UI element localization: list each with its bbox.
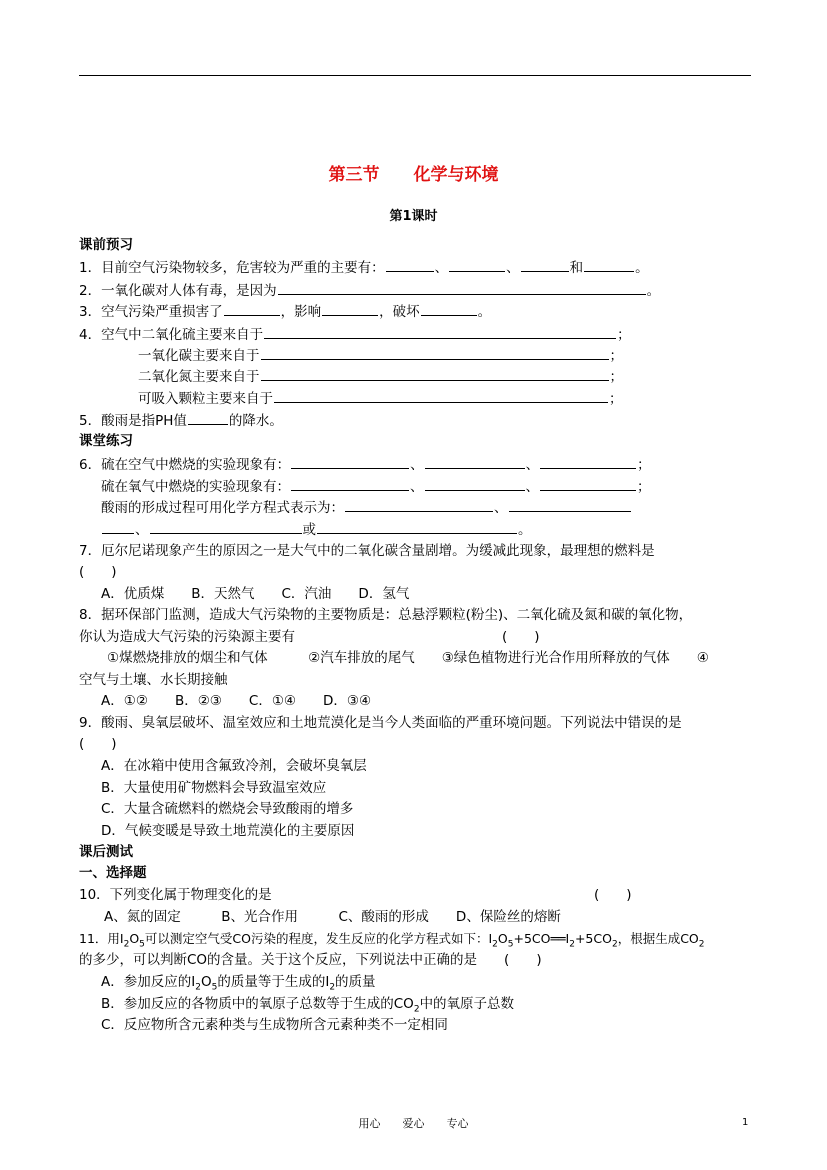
question-9: 9．酸雨、臭氧层破坏、温室效应和土地荒漠化是当今人类面临的严重环境问题。下列说法中错误的是 <box>79 715 682 731</box>
question-7-paren: ( ) <box>79 564 117 580</box>
page-footer: 用心 爱心 专心 <box>358 1117 469 1130</box>
question-11-line-2: 的多少，可以判断CO的含量。关于这个反应，下列说法中正确的是 ( ) <box>79 952 542 968</box>
question-6-line-4: 、 或 。 <box>101 520 532 539</box>
question-6-line-3: 酸雨的形成过程可用化学方程式表示为： 、 <box>101 498 632 517</box>
question-10-paren: ( ) <box>594 887 632 903</box>
question-10: 10．下列变化属于物理变化的是 <box>79 887 272 903</box>
header-rule <box>79 75 751 76</box>
question-4-line-1: 4．空气中二氧化硫主要来自于 ； <box>79 327 631 343</box>
section-pre-study: 课前预习 <box>79 237 133 253</box>
section-after-test: 课后测试 <box>79 844 133 860</box>
section-class-practice: 课堂练习 <box>79 433 133 449</box>
question-6-line-1: 6．硫在空气中燃烧的实验现象有： 、 、 ； <box>79 457 651 473</box>
question-1: 1．目前空气污染物较多，危害较为严重的主要有： 、 、 和 。 <box>79 260 649 276</box>
question-9-option-b: B．大量使用矿物燃料会导致温室效应 <box>101 780 327 796</box>
question-5: 5．酸雨是指PH值 的降水。 <box>79 413 283 429</box>
question-8-paren: ( ) <box>502 629 540 645</box>
page-number: 1 <box>742 1117 749 1128</box>
lesson-subtitle: 第1课时 <box>389 209 438 224</box>
question-3: 3．空气污染严重损害了 ，影响 ，破坏 。 <box>79 304 492 320</box>
question-9-option-c: C．大量含硫燃料的燃烧会导致酸雨的增多 <box>101 801 354 817</box>
question-10-options: A、氮的固定 B、光合作用 C、酸雨的形成 D、保险丝的熔断 <box>104 909 561 925</box>
section-multiple-choice: 一、选择题 <box>79 865 147 881</box>
page-title: 第三节 化学与环境 <box>328 165 499 185</box>
question-11-option-c: C．反应物所含元素种类与生成物所含元素种类不一定相同 <box>101 1017 448 1033</box>
question-8-line-3: ①煤燃烧排放的烟尘和气体 ②汽车排放的尾气 ③绿色植物进行光合作用所释放的气体 ④ <box>107 650 709 666</box>
question-9-option-d: D．气候变暖是导致土地荒漠化的主要原因 <box>101 823 355 839</box>
question-2: 2．一氧化碳对人体有毒，是因为 。 <box>79 283 661 299</box>
question-8-options: A．①② B．②③ C．①④ D．③④ <box>101 693 372 709</box>
question-4-line-3: 二氧化氮主要来自于 ； <box>138 369 623 385</box>
question-11-option-a: A．参加反应的$I_2O_5$的质量等于生成的$I_2$的质量 <box>101 974 376 993</box>
question-8-line-1: 8．据环保部门监测，造成大气污染物的主要物质是：总悬浮颗粒(粉尘)、二氧化硫及氮和碳的氧化物， <box>79 607 693 623</box>
question-4-line-4: 可吸入颗粒主要来自于 ； <box>138 391 623 407</box>
question-11-option-b: B．参加反应的各物质中的氧原子总数等于生成的$CO_2$中的氧原子总数 <box>101 996 515 1015</box>
question-4-line-2: 一氧化碳主要来自于 ； <box>138 348 623 364</box>
question-9-paren: ( ) <box>79 736 117 752</box>
question-7: 7．厄尔尼诺现象产生的原因之一是大气中的二氧化碳含量剧增。为缓减此现象，最理想的燃料是 <box>79 543 655 559</box>
question-7-options: A．优质煤 B．天然气 C．汽油 D．氢气 <box>101 586 410 602</box>
question-8-line-4: 空气与土壤、水长期接触 <box>79 672 228 688</box>
question-9-option-a: A．在冰箱中使用含氟致冷剂，会破坏臭氧层 <box>101 758 367 774</box>
question-6-line-2: 硫在氧气中燃烧的实验现象有： 、 、 ； <box>101 479 651 495</box>
question-8-line-2: 你认为造成大气污染的污染源主要有 <box>79 629 295 645</box>
question-11-line-1: 11．用$I_2O_5$可以测定空气受CO污染的程度，发生反应的化学方程式如下：$I_2O_5+5CO══I_2+5CO_2$，根据生成$CO_2$ <box>79 931 705 950</box>
